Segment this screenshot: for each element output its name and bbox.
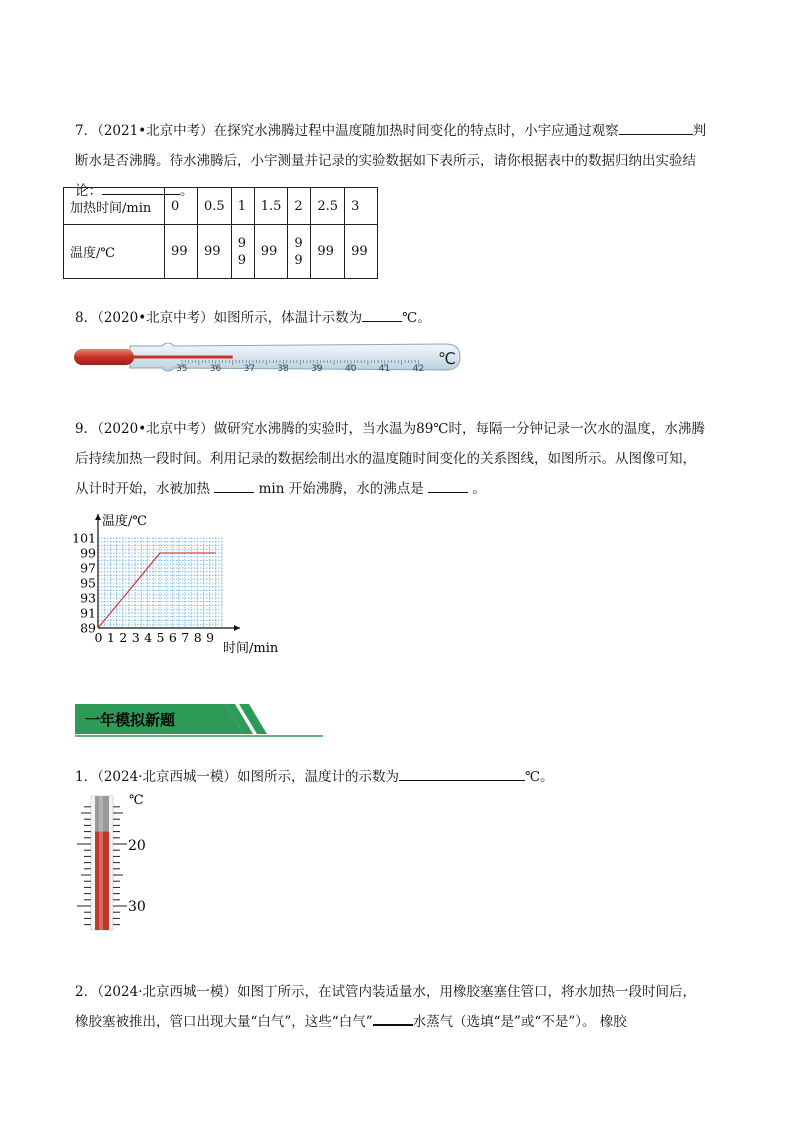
table-cell: 2.5 [311,188,345,225]
thermometer-highlight [99,796,103,930]
q7-line2: 断水是否沸腾。待水沸腾后，小宇测量并记录的实验数据如下表所示，请你根据表中的数据归纳出实验结 [75,153,696,169]
q7-data-table [63,187,378,279]
scale-label: 37 [243,364,256,374]
q7-line1: 7．（2021•北京中考）在探究水沸腾过程中温度随加热时间变化的特点时，小宇应通过观察 判 [75,116,725,146]
x-axis-arrow [234,625,240,631]
table-cell: 99 [311,225,345,279]
section-title: 一年模拟新题 [85,711,176,729]
scale-label: 35 [176,364,188,374]
table-cell: 99 [198,225,232,279]
table-cell: 99 [345,225,378,279]
table-cell: 1 [231,188,254,225]
section-banner [75,702,325,738]
table-header-cell: 温度/℃ [64,225,165,279]
table-cell: 9 9 [231,225,254,279]
x-tick-label: 5 [156,630,165,645]
table-row [64,188,378,225]
question-8: 8．（2020•北京中考）如图所示，体温计示数为 ℃。 [75,303,725,333]
chart-grid [98,538,222,628]
sim-question-2 [75,977,725,1037]
q9-line1: 9．（2020•北京中考）做研究水沸腾的实验时，当水温为89℃时，每隔一分钟记录一次水的温度，水沸腾 [75,421,705,437]
table-cell: 0.5 [198,188,232,225]
chart-x-axis-label: 时间/min [223,641,279,656]
scale-label: 41 [378,364,391,374]
table-cell: 0 [165,188,198,225]
x-tick-label: 3 [131,630,140,645]
q9-blank-2[interactable] [428,478,468,493]
y-axis-arrow [95,514,101,520]
s2-blank[interactable] [373,1010,413,1026]
scale-label: 39 [311,364,323,374]
q9-blank-1[interactable] [214,478,254,493]
chart-y-axis-label: 温度/℃ [102,514,147,529]
y-tick-label: 101 [72,530,96,546]
y-tick-label: 95 [80,575,96,591]
table-cell: 9 9 [288,225,311,279]
q9-line2: 后持续加热一段时间。利用记录的数据绘制出水的温度随时间变化的关系图线，如图所示。从图像可知， [75,451,696,467]
x-tick-label: 6 [168,630,177,645]
table-row [64,225,378,279]
boiling-temperature-chart [72,508,296,656]
q7-blank-1[interactable] [619,120,693,135]
s1-blank[interactable] [399,766,525,781]
scale-label: 42 [412,364,425,374]
thermometer-bulb [74,349,134,365]
scale-label: 38 [277,364,289,374]
s2-line1: 2．（2024·北京西城一模）如图丁所示，在试管内装适量水，用橡胶塞塞住管口，将水加热一段时间后， [75,984,696,1000]
x-tick-label: 9 [206,630,215,645]
table-cell: 3 [345,188,378,225]
y-tick-label: 89 [80,620,96,636]
q8-blank[interactable] [362,307,402,322]
x-tick-label: 1 [106,630,115,645]
clinical-thermometer [72,340,464,374]
table-cell: 99 [254,225,288,279]
lab-thermometer [66,786,166,932]
thermometer-unit: ℃ [438,349,456,368]
x-tick-label: 2 [119,630,128,645]
x-tick-label: 7 [181,630,190,645]
y-tick-label: 99 [80,545,96,561]
y-tick-label: 91 [80,605,96,621]
q9-line3: 从计时开始，水被加热 min 开始沸腾，水的沸点是 。 [75,474,725,504]
x-tick-label: 4 [144,630,153,645]
scale-label-30: 30 [128,899,146,915]
table-cell: 99 [165,225,198,279]
q7-line3: 论： 。 [75,176,725,206]
x-tick-label: 0 [94,630,103,645]
thermometer-unit: ℃ [129,793,144,808]
x-tick-label: 8 [193,630,202,645]
scale-label: 36 [209,364,222,374]
sim-question-1: 1．（2024·北京西城一模）如图所示，温度计的示数为 ℃。 [75,762,725,792]
scale-label-20: 20 [128,838,146,854]
question-9 [75,414,725,504]
table-cell: 1.5 [254,188,288,225]
y-tick-label: 93 [80,590,96,606]
table-cell: 2 [288,188,311,225]
s2-line2: 橡胶塞被推出，管口出现大量“白气”，这些“白气” 水蒸气（选填“是”或“不是”）。 橡胶 [75,1007,725,1037]
table-header-cell: 加热时间/min [64,188,165,225]
scale-label: 40 [345,364,357,374]
y-tick-label: 97 [80,560,96,576]
